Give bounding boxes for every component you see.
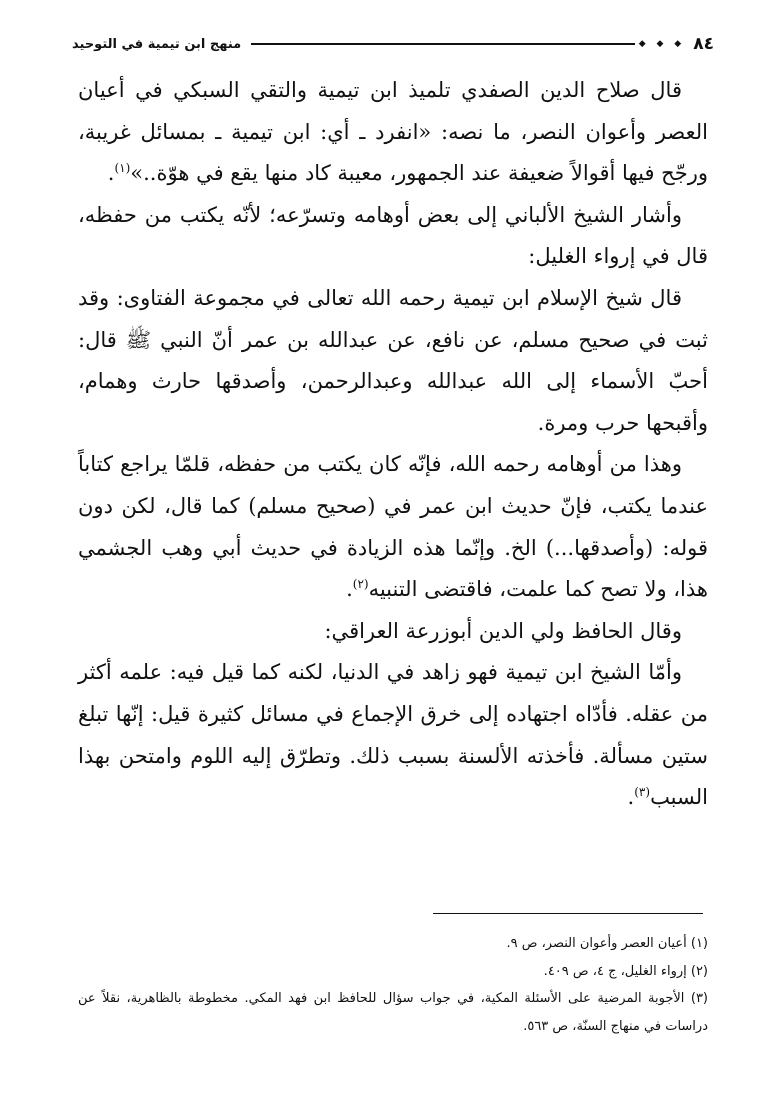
footnote-ref: (٢) xyxy=(352,577,369,592)
paragraph-text: وأشار الشيخ الألباني إلى بعض أوهامه وتسرّعه؛ لأنّه يكتب من حفظه، قال في إرواء الغليل: xyxy=(78,202,708,269)
footnote-item: (٢) إرواء الغليل، ج ٤، ص ٤٠٩. xyxy=(543,963,708,979)
paragraph-tail: . xyxy=(346,577,353,602)
page-header xyxy=(72,30,714,58)
paragraph xyxy=(78,278,708,444)
paragraph-text: وأمّا الشيخ ابن تيمية فهو زاهد في الدنيا، لكنه كما قيل فيه: علمه أكثر من عقله. فأدّاه اجتهاده إلى خرق الإجماع في مسائل كثيرة قيل: إنّها تبلغ ستين مسألة. فأخذته الألسنة بسبب ذلك. وتطرّق إليه اللوم وامتحن بهذا السبب xyxy=(78,660,708,810)
footnotes xyxy=(78,930,708,1040)
footnote-separator xyxy=(433,913,703,914)
paragraph-text: قال شيخ الإسلام ابن تيمية رحمه الله تعالى في مجموعة الفتاوى: وقد ثبت في صحيح مسلم، عن نافع، عن عبدالله بن عمر أنّ النبي ﷺ قال: أحبّ الأسماء إلى الله عبدالله وعبدالرحمن، وأصدقها حارث وهمام، وأقبحها حرب ومرة. xyxy=(78,285,708,435)
paragraph-tail: . xyxy=(627,785,635,810)
running-title: منهج ابن تيمية في التوحيد xyxy=(72,36,242,52)
paragraph xyxy=(78,652,708,818)
paragraph-text: وهذا من أوهامه رحمه الله، فإنّه كان يكتب من حفظه، قلمّا يراجع كتاباً عندما يكتب، فإنّ حديث ابن عمر في (صحيح مسلم) كما قال، لكن دون قوله: (وأصدقها...) الخ. وإنّما هذه الزيادة في حديث أبي وهب الجشمي هذا، ولا تصح كما علمت، فاقتضى التنبيه xyxy=(78,452,708,602)
footnote-ref: (١) xyxy=(114,161,131,176)
footnote-ref: (٣) xyxy=(634,785,651,800)
footnote-item: (١) أعيان العصر وأعوان النصر، ص ٩. xyxy=(506,936,708,951)
paragraph xyxy=(78,70,708,195)
paragraph xyxy=(78,444,708,610)
page-number: ٨٤ xyxy=(693,34,714,54)
paragraph xyxy=(78,195,708,278)
diamond-ornament-icon: ◆ ◆ ◆ xyxy=(638,39,686,49)
paragraph-text: وقال الحافظ ولي الدين أبوزرعة العراقي: xyxy=(324,618,682,643)
footnote-item: (٣) الأجوبة المرضية على الأسئلة المكية، في جواب سؤال للحافظ ابن فهد المكي. مخطوطة بالظاهرية، نقلاً عن دراسات في منهاج السنّة، ص ٥٦٣. xyxy=(78,991,708,1034)
paragraph-text: قال صلاح الدين الصفدي تلميذ ابن تيمية والتقي السبكي في أعيان العصر وأعوان النصر، ما نصه: «انفرد ـ أي: ابن تيمية ـ بمسائل غريبة، ورجّح فيها أقوالاً ضعيفة عند الجمهور، معيبة كاد منها يقع في هوّة..» xyxy=(78,78,708,186)
main-text xyxy=(78,70,708,819)
paragraph-tail: . xyxy=(107,161,115,186)
header-rule xyxy=(251,43,635,45)
paragraph xyxy=(78,611,708,653)
